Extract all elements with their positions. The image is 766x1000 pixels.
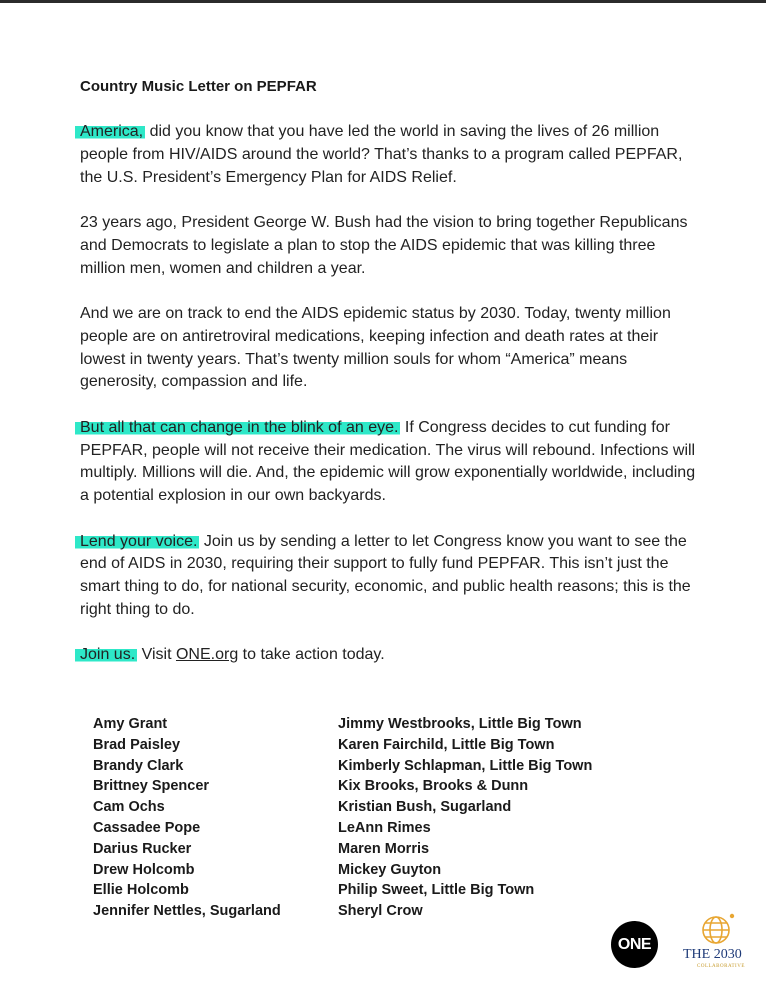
closing-text: Visit: [137, 646, 176, 664]
signatory-name: Amy Grant: [93, 716, 168, 732]
signatory-name: Karen Fairchild, Little Big Town: [338, 736, 555, 753]
signatory-name: Kristian Bush, Sugarland: [338, 799, 512, 816]
highlighted-phrase: America,: [75, 123, 145, 140]
signatory-name: Ellie Holcomb: [93, 882, 189, 899]
paragraph-text: If Congress decides to cut funding for PEPFAR, people will not receive their medication. The virus will rebound. Infections will multiply. Millions will die. And, the epidemic will grow exponentially worldwide, including a potential explosion in our own backyards.: [80, 418, 696, 504]
collaborative-subtitle: COLLABORATIVE: [697, 964, 745, 969]
letter-body: [80, 76, 705, 690]
signatory-name: Cassadee Pope: [93, 819, 201, 836]
signatory-name: Cam Ochs: [93, 799, 165, 816]
one-logo: [611, 921, 658, 968]
signatory-name: Darius Rucker: [93, 840, 192, 857]
paragraph-2: [80, 212, 705, 280]
paragraph-5: [80, 531, 705, 622]
closing-text-end: to take action today.: [238, 646, 385, 664]
signatory-name: Kimberly Schlapman, Little Big Town: [338, 757, 593, 774]
paragraph-text: Join us by sending a letter to let Congress know you want to see the end of AIDS in 2030, requiring their support to fully fund PEPFAR. This isn’t just the smart thing to do, for national security, economic, and public health reasons; this is the right thing to do.: [80, 532, 691, 618]
signatory-name: Mickey Guyton: [338, 861, 442, 878]
signatory-name: LeAnn Rimes: [338, 819, 431, 836]
signatory-name: Brittney Spencer: [93, 778, 210, 795]
signatory-name: Kix Brooks, Brooks & Dunn: [338, 778, 529, 795]
signatory-name: Brad Paisley: [93, 736, 181, 753]
signatory-name: Philip Sweet, Little Big Town: [338, 882, 535, 899]
highlighted-phrase: Join us.: [75, 646, 137, 663]
paragraph-text: did you know that you have led the world in saving the lives of 26 million people from HIV/AIDS around the world? That’s thanks to a program called PEPFAR, the U.S. President’s Emergency Plan for AIDS Relief.: [80, 123, 683, 186]
signatory-name: Jimmy Westbrooks, Little Big Town: [338, 716, 582, 732]
letter-title: Country Music Letter on PEPFAR: [80, 78, 317, 95]
signatory-name: Sheryl Crow: [338, 903, 423, 920]
top-border-rule: [0, 0, 766, 3]
paragraph-3: [80, 303, 705, 394]
signatories-left-column: [93, 714, 281, 922]
paragraph-1: [80, 121, 705, 189]
one-org-link[interactable]: ONE.org: [175, 646, 239, 664]
closing-paragraph: [80, 644, 705, 667]
highlighted-phrase: Lend your voice.: [75, 533, 199, 550]
signatory-name: Jennifer Nettles, Sugarland: [93, 903, 281, 920]
paragraph-4: [80, 417, 705, 508]
paragraph-text: 23 years ago, President George W. Bush had the vision to bring together Republicans and Democrats to legislate a plan to stop the AIDS epidemic that was killing three million men, women and children a year.: [80, 214, 688, 277]
paragraph-text: And we are on track to end the AIDS epidemic status by 2030. Today, twenty million people are on antiretroviral medications, keeping infection and death rates at their lowest in twenty years. That’s twenty million souls for whom “America” means generosity, compassion and life.: [80, 305, 671, 391]
highlighted-phrase: But all that can change in the blink of an eye.: [75, 419, 400, 436]
signatory-name: Maren Morris: [338, 840, 430, 857]
signatories-right-column: [338, 714, 592, 922]
signatory-name: Brandy Clark: [93, 757, 184, 774]
one-logo-text: ONE: [617, 935, 652, 953]
signatory-name: Drew Holcomb: [93, 861, 195, 878]
collaborative-title: THE 2030: [683, 947, 742, 962]
